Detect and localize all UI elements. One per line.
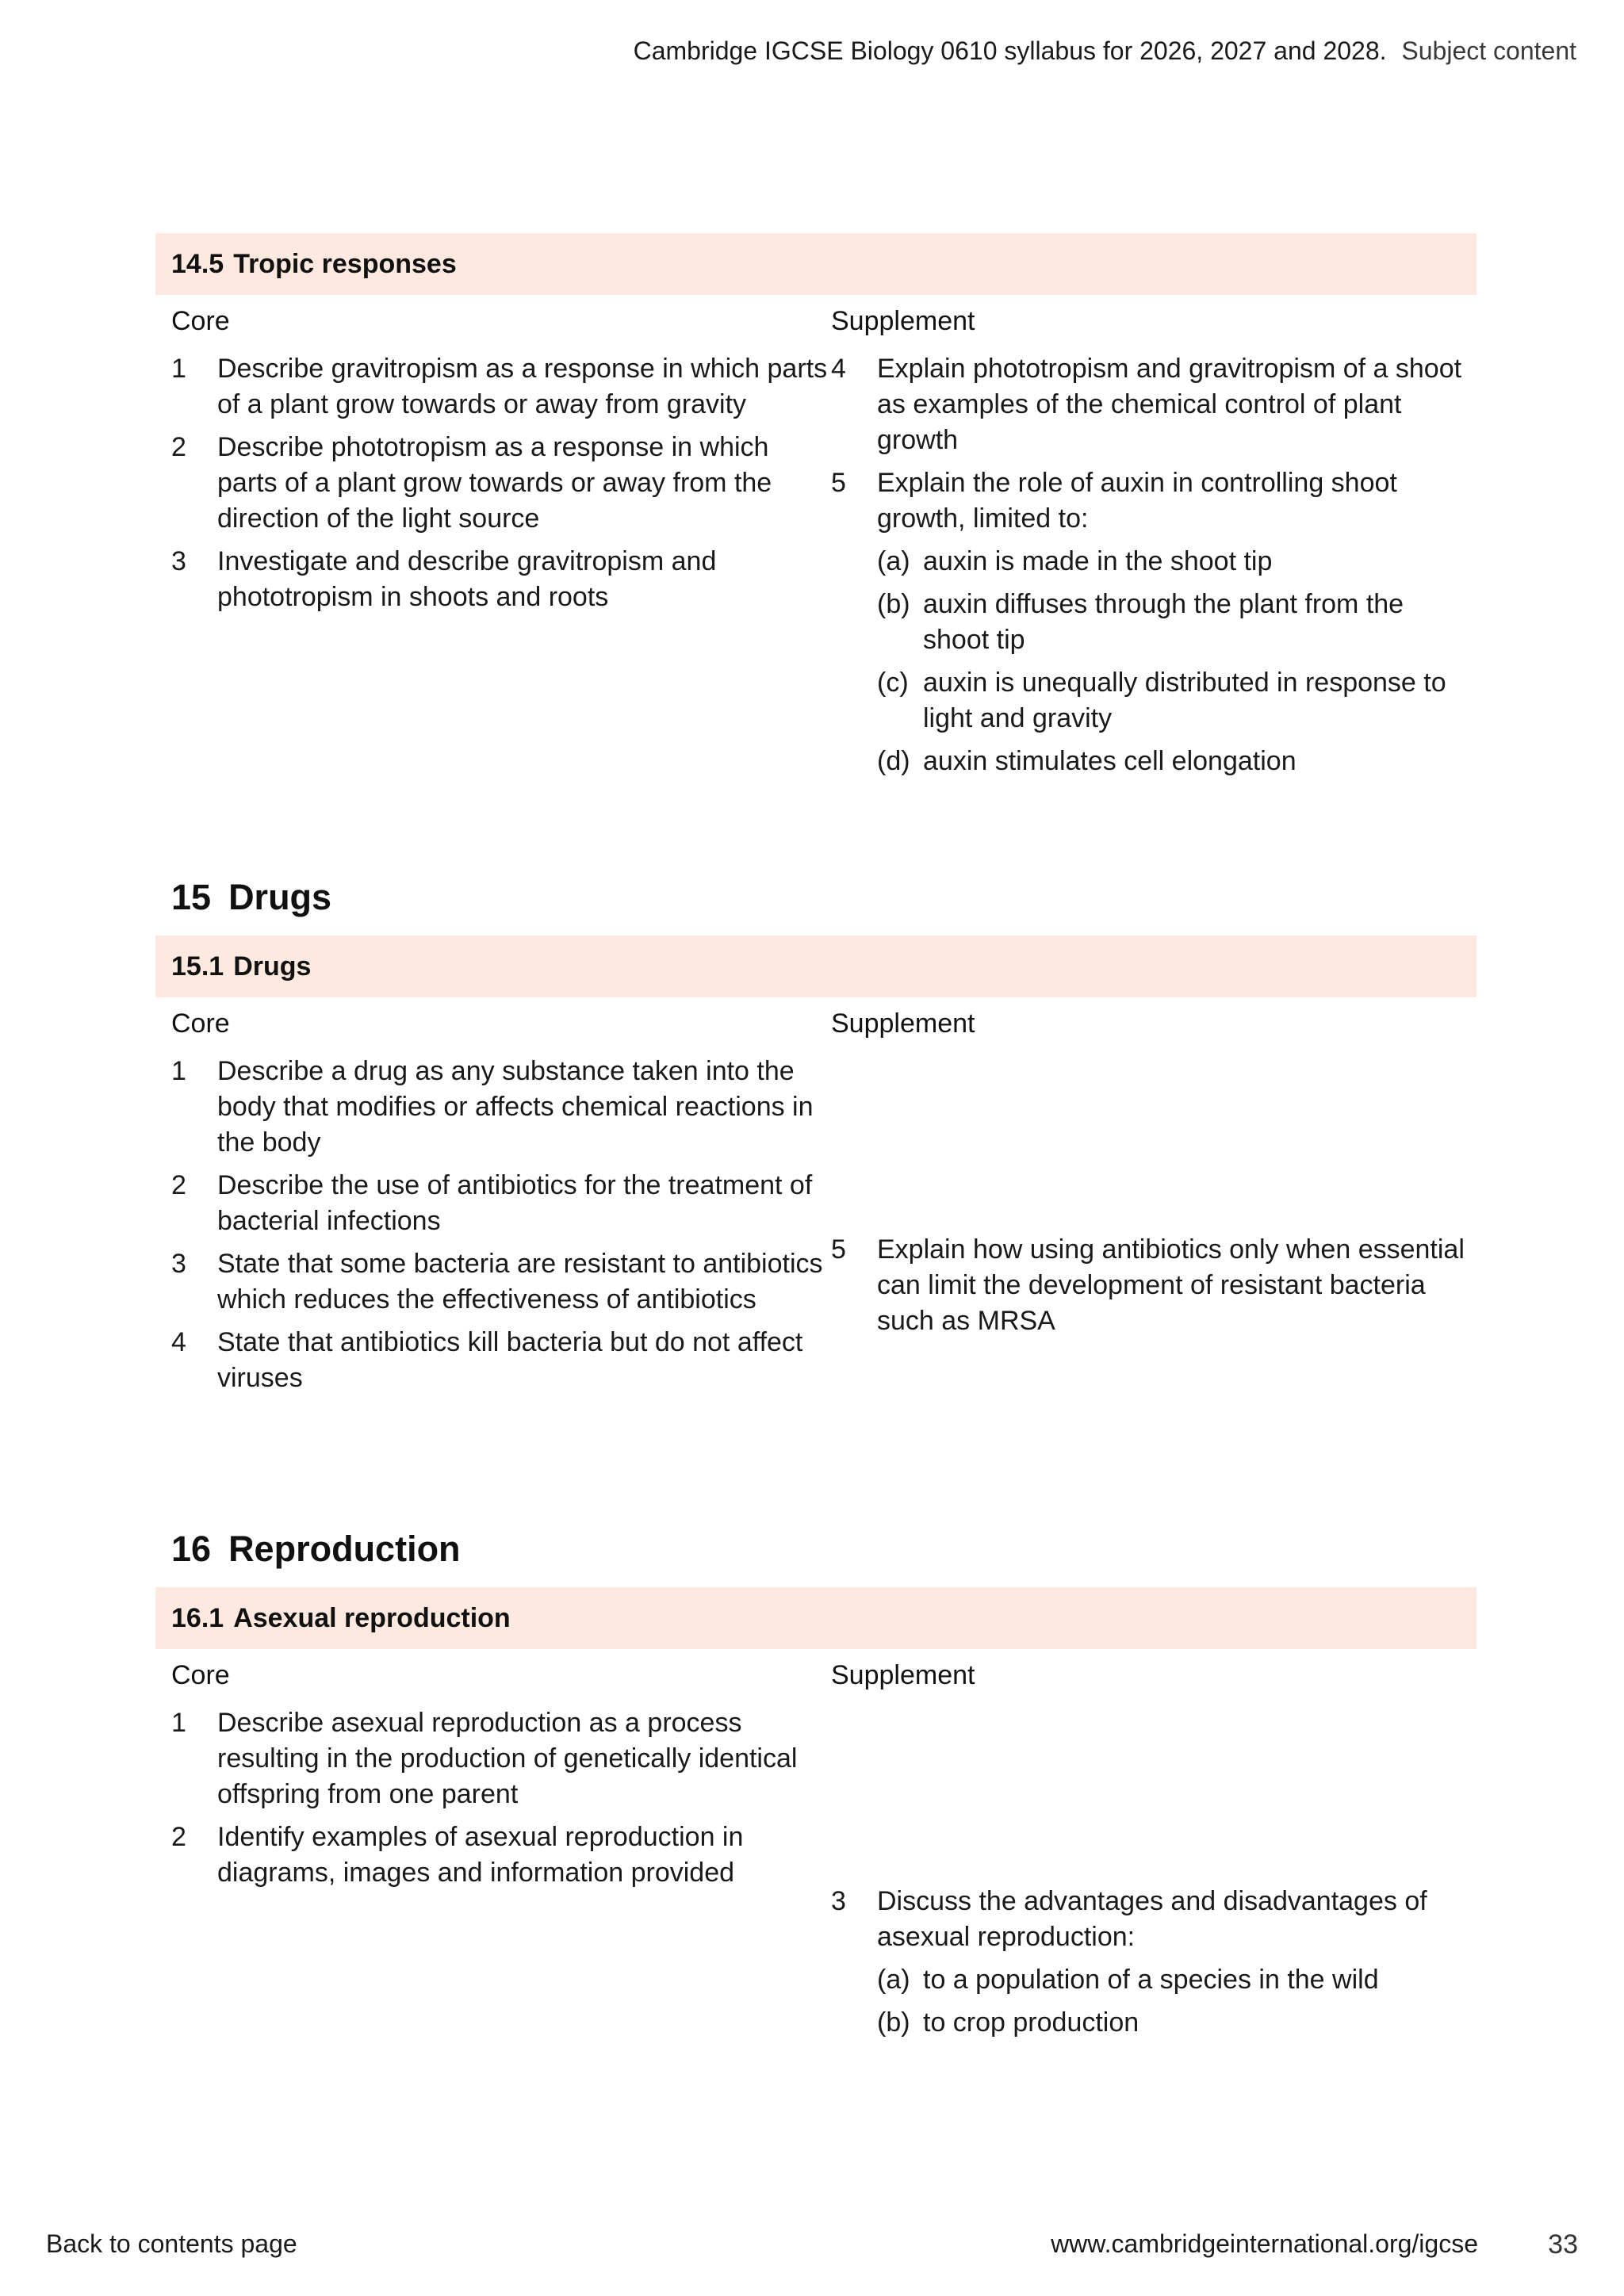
- chapter-heading: [171, 1529, 461, 1570]
- topic-16-1: [155, 1587, 1477, 2048]
- supplement-label: Supplement: [831, 1660, 975, 1690]
- core-column: [155, 306, 831, 786]
- topic-title: Drugs: [233, 951, 312, 982]
- supplement-column: [831, 1660, 1477, 2048]
- chapter-number: 16: [171, 1529, 212, 1569]
- chapter-number: 15: [171, 877, 212, 917]
- page-header: [634, 36, 1576, 66]
- topic-title: Tropic responses: [233, 248, 457, 279]
- section-name: Subject content: [1401, 36, 1576, 65]
- core-column: [155, 1660, 831, 2048]
- topic-number: 14.5: [171, 248, 224, 279]
- list-item: 4 State that antibiotics kill bacteria but do not affect viruses: [171, 1327, 803, 1393]
- core-label: Core: [171, 1660, 230, 1690]
- page-number: 33: [1548, 2229, 1578, 2260]
- list-item: 5 Explain the role of auxin in controlling shoot growth, limited to: (a) auxin is made in the shoot tip (b) auxin diffuses through the plant from the shoot tip (c) auxin is unequally distributed in response to light and gravity (d) auxin stimulates cell elongation: [831, 465, 1477, 779]
- list-item: 3 Investigate and describe gravitropism and phototropism in shoots and roots: [171, 546, 717, 612]
- list-item: 3 State that some bacteria are resistant to antibiotics which reduces the effectiveness of antibiotics: [171, 1249, 823, 1314]
- sub-item: (a) to a population of a species in the wild: [877, 1965, 1379, 1995]
- list-item: 5 Explain how using antibiotics only when essential can limit the development of resistant bacteria such as MRSA: [831, 1234, 1465, 1336]
- sub-item: (b) to crop production: [877, 2007, 1139, 2038]
- back-to-contents-link[interactable]: Back to contents page: [46, 2229, 297, 2258]
- topic-14-5: [155, 233, 1477, 786]
- topic-heading: [155, 1587, 1477, 1649]
- website-link[interactable]: www.cambridgeinternational.org/igcse: [1051, 2229, 1478, 2258]
- topic-number: 15.1: [171, 951, 224, 982]
- list-item: 1 Describe asexual reproduction as a process resulting in the production of genetically identical offspring from one parent: [171, 1708, 798, 1809]
- topic-number: 16.1: [171, 1602, 224, 1633]
- core-label: Core: [171, 306, 230, 336]
- topic-heading: [155, 936, 1477, 997]
- document-title: Cambridge IGCSE Biology 0610 syllabus for 2026, 2027 and 2028.: [633, 36, 1387, 65]
- topic-title: Asexual reproduction: [233, 1602, 511, 1633]
- list-item: 1 Describe gravitropism as a response in which parts of a plant grow towards or away from gravity: [171, 354, 828, 419]
- supplement-column: [831, 1008, 1477, 1403]
- list-item: 1 Describe a drug as any substance taken into the body that modifies or affects chemical reactions in the body: [171, 1056, 814, 1158]
- list-item: 2 Describe the use of antibiotics for the treatment of bacterial infections: [171, 1170, 813, 1236]
- supplement-label: Supplement: [831, 306, 975, 336]
- list-item: 2 Identify examples of asexual reproduction in diagrams, images and information provided: [171, 1822, 744, 1888]
- list-item: 3 Discuss the advantages and disadvantages of asexual reproduction: (a) to a population of a species in the wild (b) to crop production: [831, 1884, 1477, 2041]
- core-column: [155, 1008, 831, 1403]
- chapter-title: Reproduction: [228, 1529, 461, 1569]
- chapter-title: Drugs: [228, 877, 332, 917]
- sub-item: (d) auxin stimulates cell elongation: [877, 746, 1297, 776]
- sub-item: (b) auxin diffuses through the plant from the shoot tip: [877, 589, 1404, 655]
- supplement-label: Supplement: [831, 1008, 975, 1039]
- supplement-column: [831, 306, 1477, 786]
- list-item: 4 Explain phototropism and gravitropism of a shoot as examples of the chemical control of plant growth: [831, 354, 1462, 455]
- sub-item: (c) auxin is unequally distributed in response to light and gravity: [877, 668, 1446, 733]
- core-label: Core: [171, 1008, 230, 1039]
- chapter-heading: [171, 877, 331, 918]
- topic-15-1: [155, 936, 1477, 1403]
- sub-item: (a) auxin is made in the shoot tip: [877, 546, 1273, 576]
- list-item: 2 Describe phototropism as a response in which parts of a plant grow towards or away from the direction of the light source: [171, 432, 772, 534]
- topic-heading: [155, 233, 1477, 295]
